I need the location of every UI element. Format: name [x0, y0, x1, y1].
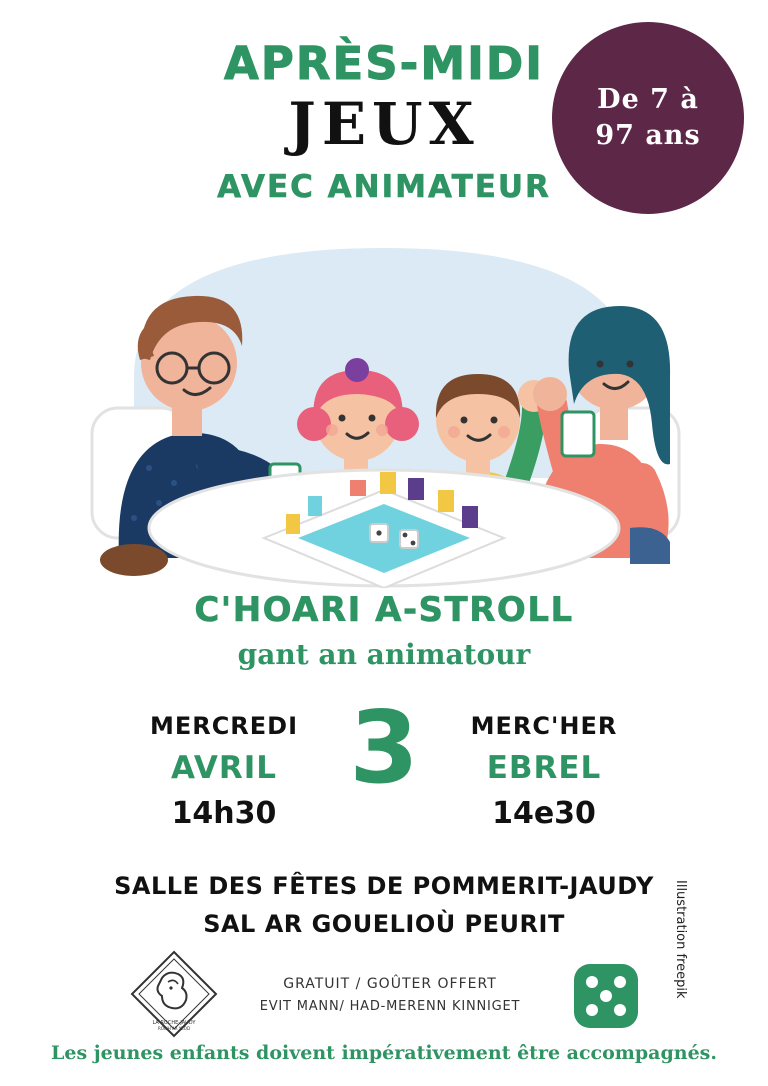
- illustration-credit: Illustration freepik: [673, 880, 688, 999]
- date-day-number: 3: [349, 689, 419, 806]
- date-french-time: 14h30: [171, 796, 277, 831]
- free-entry-french: GRATUIT / GOÛTER OFFERT: [283, 976, 497, 992]
- subtitle-gant-an-animatour: gant an animatour: [237, 638, 531, 671]
- free-entry-block: [240, 976, 540, 1014]
- title-line-jeux: JEUX: [288, 90, 480, 159]
- venue-breton: SAL AR GOUELIOÙ PEURIT: [203, 910, 565, 938]
- age-badge: [552, 22, 744, 214]
- title-line-avec-animateur: AVEC ANIMATEUR: [217, 169, 551, 206]
- venue-french: SALLE DES FÊTES DE POMMERIT-JAUDY: [114, 872, 654, 900]
- date-breton-month: EBREL: [486, 750, 602, 786]
- date-breton: [439, 712, 649, 831]
- subtitle-choari-a-stroll: C'HOARI A-STROLL: [194, 590, 574, 630]
- commune-logo-label: LA ROCHE-JAUDY: [152, 1020, 196, 1026]
- date-french-weekday: MERCREDI: [149, 712, 299, 740]
- subtitle-block: [0, 590, 768, 671]
- title-line-apres-midi: APRÈS-MIDI: [224, 37, 544, 90]
- commune-logo: [128, 948, 220, 1040]
- free-entry-breton: EVIT MANN/ HAD-MERENN KINNIGET: [259, 999, 521, 1014]
- dice-icon: [570, 960, 642, 1032]
- bottom-note: Les jeunes enfants doivent impérativement être accompagnés.: [51, 1042, 717, 1064]
- date-breton-time: 14e30: [492, 796, 596, 831]
- commune-logo-sublabel: ROC'H AR YEOD: [157, 1026, 191, 1031]
- venue-block: [0, 872, 768, 938]
- date-breton-weekday: MERC'HER: [470, 712, 618, 740]
- footer-row: [0, 948, 768, 1038]
- age-badge-line1: De 7 à: [597, 83, 699, 115]
- date-row: [0, 689, 768, 831]
- date-french-month: AVRIL: [170, 750, 278, 786]
- date-french: [119, 712, 329, 831]
- illustration-board-game-family: [64, 228, 704, 588]
- age-badge-line2: 97 ans: [595, 120, 701, 151]
